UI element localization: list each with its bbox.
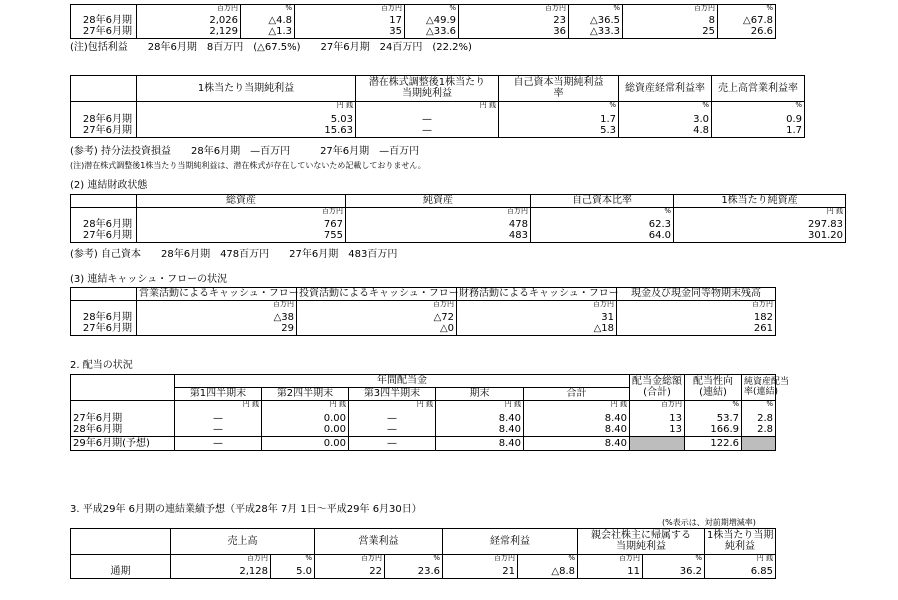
header-sales: 売上高: [171, 529, 315, 555]
header-diluted-eps: 潜在株式調整後1株当たり 当期純利益: [356, 76, 499, 102]
table-row: 29年6月期(予想) — 0.00 — 8.40 8.40 122.6: [71, 437, 776, 451]
diluted-eps-note: (注)潜在株式調整後1株当たり当期純利益は、潜在株式が存在していないため記載しておりません。: [70, 161, 426, 170]
equity-method-note: (参考) 持分法投資損益 28年6月期 —百万円 27年6月期 —百万円: [70, 146, 420, 157]
percent-note: (%表示は、対前期増減率): [662, 518, 756, 527]
comprehensive-income-note: (注)包括利益 28年6月期 8百万円 (△67.5%) 27年6月期 24百万円 (22.2%): [70, 42, 472, 53]
section-title-dividends: 2. 配当の状況: [70, 360, 133, 371]
header-roa: 総資産経常利益率: [619, 76, 712, 102]
header-doe: 純資産配当 率(連結): [742, 375, 776, 401]
header-forecast-eps: 1株当たり当期 純利益: [705, 529, 776, 555]
table-row: 28年6月期 2,026 △4.8 17 △49.9 23 △36.5 8 △67.8: [71, 15, 776, 27]
header-operating-income: 営業利益: [315, 529, 443, 555]
forecast-table: 売上高 営業利益 経常利益 親会社株主に帰属する 当期純利益 1株当たり当期 純利益 百万円 % 百万円 % 百万円 % 百万円 % 円 銭 通期 2,128 5.0 22 23.6 21 △8.8 11 36.2 6.85: [70, 528, 776, 579]
cash-flows-table: 営業活動によるキャッシュ・フロー 投資活動によるキャッシュ・フロー 財務活動によるキャッシュ・フロー 現金及び現金同等物期末残高 百万円 百万円 百万円 百万円 28年6月期 △38 △72 31 182 27年6月期 29 △0 △18 261: [70, 287, 776, 336]
per-share-table: 1株当たり当期純利益 潜在株式調整後1株当たり 当期純利益 自己資本当期純利益 率 総資産経常利益率 売上高営業利益率 円 銭 円 銭 % % % 28年6月期 5.03 — 1.7 3.0 0.9 27年6月期 15.63 — 5.3 4.8 1.7: [70, 75, 898, 138]
table-row: 27年6月期 15.63 — 5.3 4.8 1.7: [71, 126, 898, 138]
section-title-cash-flows: (3) 連結キャッシュ・フローの状況: [70, 274, 228, 285]
equity-note: (参考) 自己資本 28年6月期 478百万円 27年6月期 483百万円: [70, 249, 398, 260]
header-total-dividend: 配当金総額 (合計): [630, 375, 685, 401]
table-row: 28年6月期 — 0.00 — 8.40 8.40 13 166.9 2.8: [71, 425, 776, 437]
table-row: 27年6月期 755 483 64.0 301.20: [71, 231, 846, 243]
table-row: 28年6月期 5.03 — 1.7 3.0 0.9: [71, 114, 898, 126]
section-title-forecast: 3. 平成29年 6月期の連結業績予想（平成28年 7月 1日～平成29年 6月30日）: [70, 504, 422, 515]
table-row: 28年6月期 767 478 62.3 297.83: [71, 219, 846, 231]
results-table: 百万円 % 百万円 % 百万円 % 百万円 % 28年6月期 2,026 △4.8 17 △49.9 23 △36.5 8 △67.8 27年6月期 2,129 △1.3 35 △33.6 36 △33.3 25 26.6: [70, 4, 776, 39]
annual-dividend-header: 年間配当金: [175, 375, 630, 388]
table-row: 27年6月期 29 △0 △18 261: [71, 324, 776, 336]
table-row: 通期 2,128 5.0 22 23.6 21 △8.8 11 36.2 6.85: [71, 566, 776, 579]
table-row: 27年6月期 — 0.00 — 8.40 8.40 13 53.7 2.8: [71, 413, 776, 425]
header-net-income: 親会社株主に帰属する 当期純利益: [578, 529, 705, 555]
financial-position-table: 総資産 純資産 自己資本比率 1株当たり純資産 百万円 百万円 % 円 銭 28年6月期 767 478 62.3 297.83 27年6月期 755 483 64.0 301.20: [70, 194, 846, 243]
table-row: 27年6月期 2,129 △1.3 35 △33.6 36 △33.3 25 26.6: [71, 27, 776, 39]
table-row: 28年6月期 △38 △72 31 182: [71, 312, 776, 324]
dividends-table: 年間配当金 配当金総額 (合計) 配当性向 (連結) 純資産配当 率(連結) 第1四半期末 第2四半期末 第3四半期末 期末 合計 円 銭 円 銭 円 銭 円 銭 円 銭 百万円 % % 27年6月期 — 0.00 — 8.40 8.40 13 53.7 2.8 28年6月期 — 0.00 — 8.40 8.40 13 166.9 2.8 29年6月期(予想) — 0.00 — 8.40 8.40 122.6: [70, 374, 776, 451]
section-title-financial-position: (2) 連結財政状態: [70, 180, 148, 191]
header-operating-margin: 売上高営業利益率: [712, 76, 805, 102]
header-ordinary-income: 経常利益: [443, 529, 578, 555]
header-roe: 自己資本当期純利益 率: [499, 76, 619, 102]
header-payout-ratio: 配当性向 (連結): [685, 375, 742, 401]
header-eps: 1株当たり当期純利益: [137, 76, 356, 102]
